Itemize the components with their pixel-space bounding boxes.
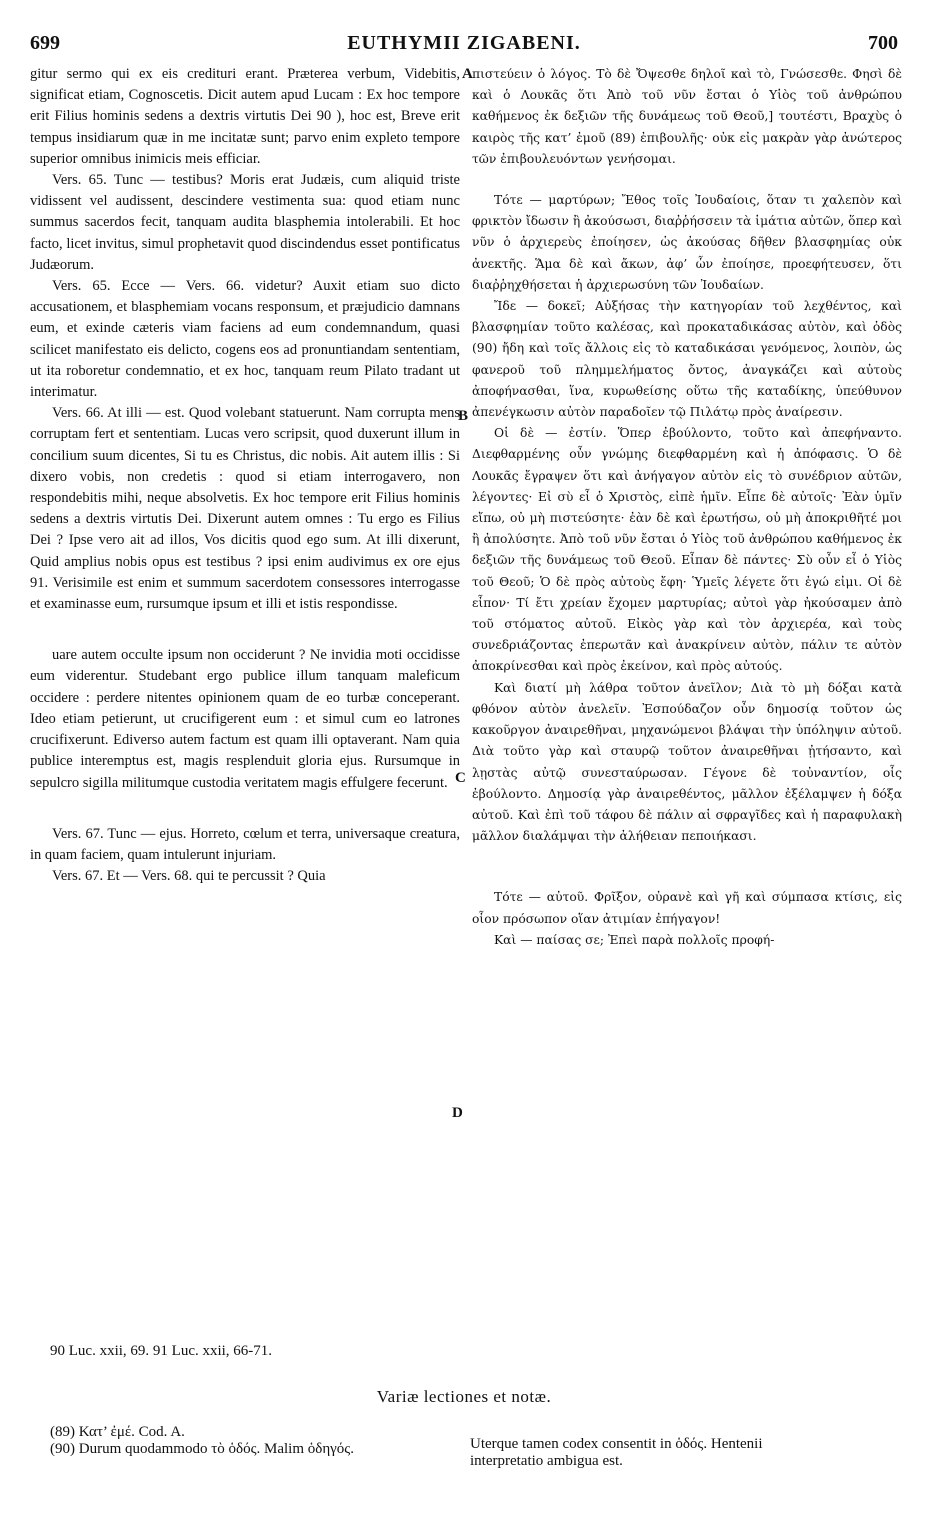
page-number-left: 699: [30, 32, 60, 54]
latin-paragraph: Vers. 67. Tunc — ejus. Horreto, cœlum et terra, universaque creatura, in quam faciem, quam intulerunt injuriam.: [30, 825, 460, 863]
note-89: (89) Κατ’ ἐμέ. Cod. A.: [50, 1424, 185, 1440]
margin-marker-c: C: [455, 770, 466, 786]
note-right-line-1: Uterque tamen codex consentit in ὁδός. Hentenii: [470, 1436, 763, 1452]
notes-right: [470, 1436, 902, 1470]
page-number-right: 700: [868, 32, 898, 54]
greek-paragraph: Ἴδε — δοκεῖ; Αὐξήσας τὴν κατηγορίαν τοῦ λεχθέντος, καὶ βλασφημίαν τοῦτο καλέσας, καὶ προκαταδικάσας αὐτὸν, καὶ ὁδὸς (90) ἤδη καὶ τοῖς ἄλλοις εἰς τὸ καταδικάσαι γενόμενος, λοιπὸν, ὡς φανεροῦ τοῦ πλημμελήματος ὄντος, ἀναγκάζει καὶ αὐτοὺς ἀποφήνασθαι, ἵνα, κυρωθείσης οὕτω τῆς καταδίκης, ὑπεύθυνον ἀπενέγκωσιν αὐτὸν παραδοῖεν τῷ Πιλάτῳ πρὸς ἀναίρεσιν.: [472, 299, 902, 420]
variae-lectiones-title: Variæ lectiones et notæ.: [376, 1387, 552, 1406]
latin-paragraph: Vers. 66. At illi — est. Quod volebant statuerunt. Nam corrupta mens corruptam fert et sententiam. Lucas vero scripsit, quod duxerunt illum in concilium suum dicentes, Si tu es Christus, dic nobis. Ait autem illis : Si dixero vobis, non credetis : quod si etiam interrogavero, non respondebitis mihi, neque absolvetis. Ex hoc tempore erit Filius hominis sedens a dextris virtutis Dei. Dixerunt autem omnes : Tu ergo es Filius Dei ? Ipse vero ait ad illos, Vos dicitis quod ego sum. At illi dixerunt, Quid amplius nobis opus est testibus ? ipsi enim audivimus ex ore ejus 91. Verisimile est enim et summum sacerdotem consessores interrogasse et examinasse eum, rursumque ipsum et illi et istis respondisse.: [30, 405, 460, 613]
note-right-line-2: interpretatio ambigua est.: [470, 1453, 623, 1469]
greek-column: [472, 64, 902, 951]
latin-paragraph: uare autem occulte ipsum non occiderunt ? Ne invidia moti occidisse eum viderentur. Studebant ergo publice illum tanquam maleficum occidere : perdere nitentes opinionem quam de eo turbæ conceperant. Ideo etiam petierunt, ut crucifigerent eum : et simul cum eo latrones crucifixerunt. Ediverso autem factum est quam illi optaverant. Nam quia publice interemptus est, magis resplenduit gloria ejus. Rursumque in sepulcro sigilla militumque custodia veritatem magis effulgere fecerunt.: [30, 647, 460, 791]
greek-paragraph: Οἱ δὲ — ἐστίν. Ὅπερ ἐβούλοντο, τοῦτο καὶ ἀπεφήναντο. Διεφθαρμένης οὖν γνώμης διεφθαρμένη καὶ ἡ ἀπόφασις. Ὁ δὲ Λουκᾶς ἔγραψεν ὅτι καὶ ἀνήγαγον αὐτὸν εἰς τὸ συνέδριον αὐτῶν, λέγοντες· Εἰ σὺ εἶ ὁ Χριστὸς, εἰπὲ ἡμῖν. Εἶπε δὲ αὐτοῖς· Ἐὰν ὑμῖν εἴπω, οὐ μὴ πιστεύσητε· ἐὰν δὲ καὶ ἐρωτήσω, οὐ μὴ ἀποκριθῆτέ μοι ἢ ἀπολύσητε. Ἀπὸ τοῦ νῦν ἔσται ὁ Υἱὸς τοῦ ἀνθρώπου καθήμενος ἐκ δεξιῶν τῆς δυνάμεως τοῦ Θεοῦ. Εἶπαν δὲ πάντες· Σὺ οὖν εἶ ὁ Υἱὸς τοῦ Θεοῦ; Ὁ δὲ πρὸς αὐτοὺς ἔφη· Ὑμεῖς λέγετε ὅτι ἐγώ εἰμι. Οἱ δὲ εἶπον· Τί ἔτι χρείαν ἔχομεν μαρτυρίας; αὐτοὶ γὰρ ἠκούσαμεν ἀπὸ τοῦ στόματος αὐτοῦ. Εἰκὸς γὰρ καὶ τὸν ἀρχιερέα, καὶ τοὺς συνεδριάζοντας ἐπερωτᾶν καὶ ἀνακρίνειν αὐτὸν, πάλιν τε αὐτὸν ἀποκρίνεσθαι καὶ πρὸς ἐκείνον, καὶ πρὸς αὐτούς.: [472, 426, 902, 674]
note-90: (90) Durum quodammodo τὸ ὁδός. Malim ὁδηγός.: [50, 1441, 354, 1457]
greek-paragraph: Καὶ διατί μὴ λάθρα τοῦτον ἀνεῖλον; Διὰ τὸ μὴ δόξαι κατὰ φθόνον αὐτὸν ἀνελεῖν. Ἐσπούδαζον οὖν δημοσίᾳ τοῦτον ὡς κακοῦργον ἀναιρεθῆναι, μηχανώμενοι βλάψαι τὴν ὑπόληψιν αὐτοῦ. Διὰ τοῦτο γὰρ καὶ σταυρῷ τοῦτον ἀναιρεθῆναι ᾐτήσαντο, καὶ λῃστὰς αὐτῷ συνεσταύρωσαν. Γέγονε δὲ τοὐναντίον, οἷς ἐβούλοντο. Δημοσίᾳ γὰρ ἀναιρεθέντος, μᾶλλον ἐξέλαμψεν ἡ δόξα αὐτοῦ. Καὶ ἐπὶ τοῦ τάφου δὲ πάλιν αἱ σφραγῖδες καὶ ἡ παραφυλακὴ μᾶλλον διαλάμψαι τὴν ἀλήθειαν πεποιήκασι.: [472, 680, 902, 844]
margin-marker-b: B: [458, 408, 469, 424]
latin-paragraph: Vers. 65. Tunc — testibus? Moris erat Judæis, cum aliquid triste vidissent vel audissent, descindere vestimenta sua: quod etiam nunc summus sacerdos fecit, tanquam audita blasphemia intolerabili. Et hoc facto, licet invitus, simul prophetavit quod discindendus esset pontificatus Judæorum.: [30, 172, 460, 273]
greek-paragraph: Τότε — μαρτύρων; Ἔθος τοῖς Ἰουδαίοις, ὅταν τι χαλεπὸν καὶ φρικτὸν ἴδωσιν ἢ ἀκούσωσι, διαῤῥήσσειν τὰ ἱμάτια αὐτῶν, ὅπερ καὶ νῦν ὁ ἀρχιερεὺς ἐποίησεν, ὡς ἀκούσας δῆθεν βλασφημίας οὐκ ἀνεκτῆς. Ἅμα δὲ καὶ ἄκων, ἀφ’ ὧν ἐποίησε, προεφήτευσεν, ὅτι διαῤῥηχθήσεται ἡ ἀρχιερωσύνη τῶν Ἰουδαίων.: [472, 193, 902, 292]
greek-paragraph: Τότε — αὐτοῦ. Φρῖξον, οὐρανὲ καὶ γῆ καὶ σύμπασα κτίσις, εἰς οἷον πρόσωπον οἵαν ἀτιμίαν ἐπήγαγον!: [472, 890, 902, 926]
page-header: [30, 32, 898, 58]
running-title: EUTHYMII ZIGABENI.: [347, 32, 581, 54]
latin-paragraph: gitur sermo qui ex eis credituri erant. Præterea verbum, Videbitis, significat etiam, Cognoscetis. Dicit autem apud Lucam : Ex hoc tempore erit Filius hominis sedens a dextris virtutis Dei 90 ), hoc est, Breve erit tempus insidiarum quæ in me incitatæ sunt; parvo enim expleto tempore superior omnibus inimicis meis efficiar.: [30, 66, 460, 167]
latin-column: [30, 64, 460, 887]
greek-paragraph: πιστεύειν ὁ λόγος. Τὸ δὲ Ὄψεσθε δηλοῖ καὶ τὸ, Γνώσεσθε. Φησὶ δὲ καὶ ὁ Λουκᾶς ὅτι Ἀπὸ τοῦ νῦν ἔσται ὁ Υἱὸς τοῦ ἀνθρώπου καθήμενος ἐκ δεξιῶν τῆς δυνάμεως τοῦ Θεοῦ,] τουτέστι, Βραχὺς ὁ καιρὸς τῆς κατ’ ἐμοῦ (89) ἐπιβουλῆς· οὐκ εἰς μακρὰν γὰρ ἀνώτερος τῶν ἐπιβουλευόντων γενήσομαι.: [472, 67, 902, 166]
greek-paragraph: Καὶ — παίσας σε; Ἐπεὶ παρὰ πολλοῖς προφή-: [494, 932, 775, 947]
margin-marker-a: A: [462, 66, 473, 82]
footnotes: 90 Luc. xxii, 69. 91 Luc. xxii, 66-71.: [50, 1343, 273, 1359]
margin-marker-d: D: [452, 1105, 463, 1121]
latin-paragraph: Vers. 67. Et — Vers. 68. qui te percussit ? Quia: [52, 868, 326, 885]
latin-paragraph: Vers. 65. Ecce — Vers. 66. videtur? Auxit etiam suo dicto accusationem, et blasphemiam vocans responsum, et præjudicio damnans eum, et exinde cæteris viam faciens ad eum condemnandum, quasi scilicet manifestato eis delicto, cogens eos ad pronuntiandam sententiam, ut ita roboretur condemnatio, et ex hoc, tanquam reum Pilato tradant ut interimatur.: [30, 278, 460, 401]
notes-left: [50, 1424, 460, 1458]
